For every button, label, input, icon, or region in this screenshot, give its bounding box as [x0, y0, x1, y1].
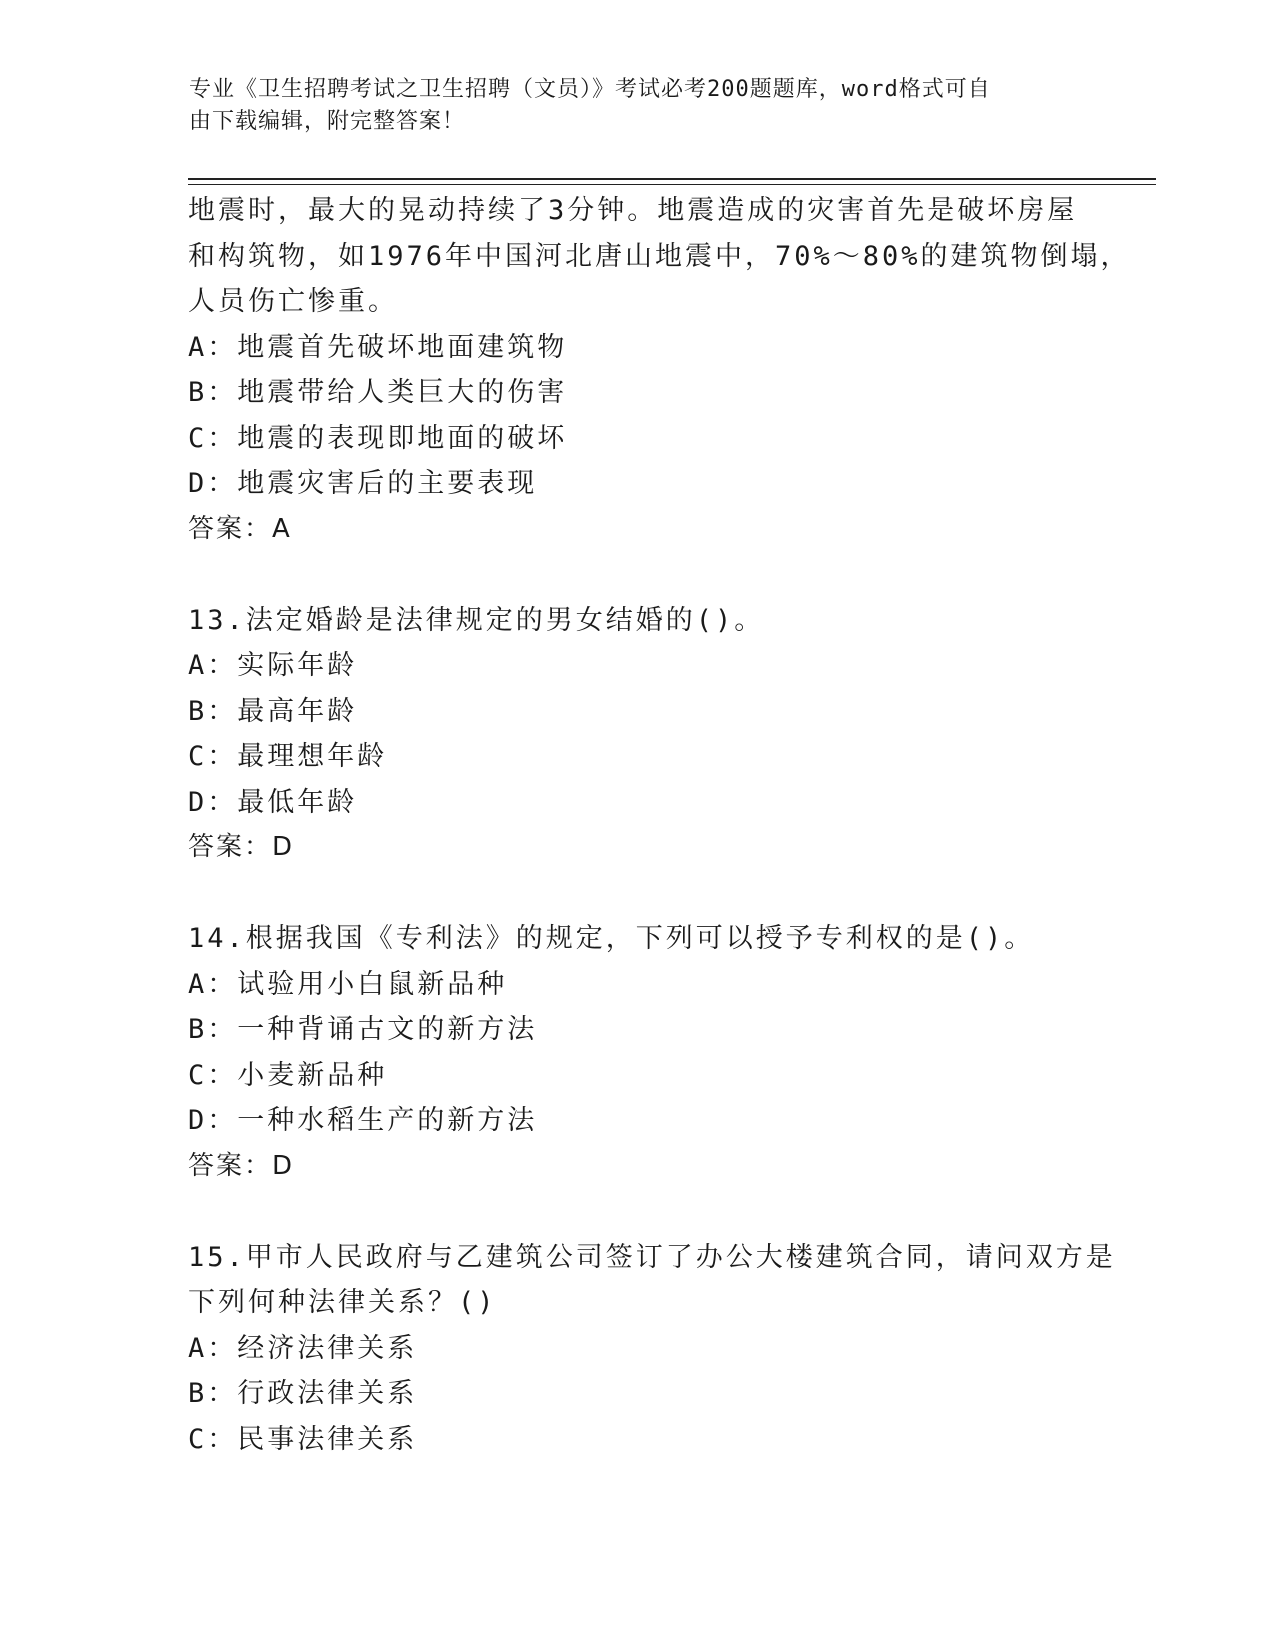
header-divider-thick	[188, 178, 1156, 180]
question-12-continuation	[188, 188, 1131, 552]
option-c: C：民事法律关系	[188, 1423, 418, 1455]
document-body	[188, 188, 1131, 1462]
question-14	[188, 916, 1088, 1189]
document-header	[189, 74, 1069, 138]
question-text-line: 14.根据我国《专利法》的规定，下列可以授予专利权的是()。	[188, 923, 1035, 954]
option-a: A：实际年龄	[188, 650, 358, 681]
question-text-line: 15.甲市人民政府与乙建筑公司签订了办公大楼建筑合同，请问双方是	[188, 1241, 1116, 1273]
question-text-line: 13.法定婚龄是法律规定的男女结婚的()。	[188, 604, 765, 636]
spacer	[188, 1189, 1088, 1235]
option-b: B：最高年龄	[188, 695, 358, 727]
option-a: A：试验用小白鼠新品种	[188, 968, 508, 1000]
question-text-line: 下列何种法律关系？()	[188, 1287, 497, 1318]
option-d: D：最低年龄	[188, 786, 358, 818]
spacer	[188, 552, 1088, 598]
header-divider-thin	[188, 184, 1156, 185]
header-line-2: 由下载编辑，附完整答案！	[189, 109, 466, 134]
option-c: C：小麦新品种	[188, 1059, 388, 1091]
option-d: D：一种水稻生产的新方法	[188, 1105, 538, 1136]
option-a: A：经济法律关系	[188, 1332, 418, 1364]
option-d: D：地震灾害后的主要表现	[188, 468, 538, 499]
answer-line: 答案：D	[188, 832, 295, 862]
option-a: A：地震首先破坏地面建筑物	[188, 331, 568, 363]
option-c: C：最理想年龄	[188, 741, 388, 772]
question-text-line: 人员伤亡惨重。	[188, 286, 398, 317]
option-c: C：地震的表现即地面的破坏	[188, 422, 568, 454]
answer-line: 答案：A	[188, 513, 292, 544]
answer-line: 答案：D	[188, 1150, 295, 1181]
question-15	[188, 1235, 1116, 1463]
option-b: B：行政法律关系	[188, 1378, 418, 1409]
question-text-line: 和构筑物，如1976年中国河北唐山地震中，70%～80%的建筑物倒塌，	[188, 240, 1131, 272]
option-b: B：一种背诵古文的新方法	[188, 1014, 538, 1045]
question-13	[188, 598, 1088, 871]
header-line-1: 专业《卫生招聘考试之卫生招聘（文员）》考试必考200题题库，word格式可自	[189, 77, 991, 102]
question-text-line: 地震时，最大的晃动持续了3分钟。地震造成的灾害首先是破坏房屋	[188, 195, 1078, 226]
option-b: B：地震带给人类巨大的伤害	[188, 377, 568, 408]
spacer	[188, 871, 1088, 917]
